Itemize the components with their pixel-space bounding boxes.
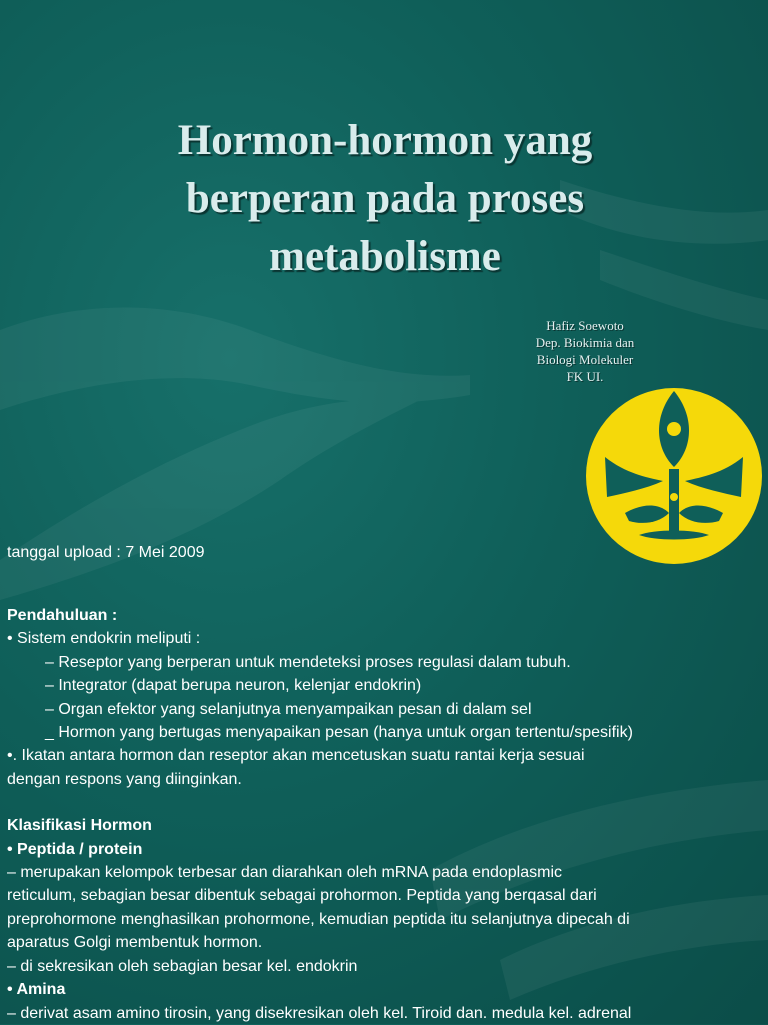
document-body [7,604,763,1025]
sub-item: – Organ efektor yang selanjutnya menyampaikan pesan di dalam sel [45,700,532,718]
author-faculty: FK UI. [566,369,604,384]
text-line: – derivat asam amino tirosin, yang disekresikan oleh kel. Tiroid dan. medula kel. adrenal [7,1004,632,1022]
slide-title [60,112,710,286]
sub-item: – Reseptor yang berperan untuk mendeteksi proses regulasi dalam tubuh. [45,653,571,671]
subheading-peptida: • Peptida / protein [7,840,143,858]
author-name: Hafiz Soewoto [546,318,624,333]
author-department: Dep. Biokimia dan [535,335,635,350]
section-heading-klasifikasi: Klasifikasi Hormon [7,817,152,835]
bullet-item: • Sistem endokrin meliputi : [7,630,201,648]
text-line: •. Ikatan antara hormon dan reseptor akan mencetuskan suatu rantai kerja sesuai [7,747,585,765]
text-line: preprohormone menghasilkan prohormone, kemudian peptida itu selanjutnya dipecah di [7,910,630,928]
spacer [7,791,763,814]
title-line: berperan pada proses [185,175,585,222]
text-line: aparatus Golgi membentuk hormon. [7,934,263,952]
upload-date: tanggal upload : 7 Mei 2009 [7,544,205,561]
text-line: – merupakan kelompok terbesar dan diarahkan oleh mRNA pada endoplasmic [7,864,562,882]
title-line: Hormon-hormon yang [177,117,593,164]
author-block [500,317,670,385]
section-heading-pendahuluan: Pendahuluan : [7,607,118,624]
sub-item: – Integrator (dapat berupa neuron, kelenjar endokrin) [45,677,422,695]
makara-ui-logo-icon [583,385,765,567]
text-line: dengan respons yang diinginkan. [7,770,242,788]
text-line: reticulum, sebagian besar dibentuk sebagai prohormon. Peptida yang berqasal dari [7,887,597,905]
subheading-amina: • Amina [7,981,66,999]
author-department: Biologi Molekuler [536,352,634,367]
title-line: metabolisme [269,233,501,280]
sub-item: _ Hormon yang bertugas menyapaikan pesan (hanya untuk organ tertentu/spesifik) [45,724,633,742]
text-line: – di sekresikan oleh sebagian besar kel. endokrin [7,957,358,975]
